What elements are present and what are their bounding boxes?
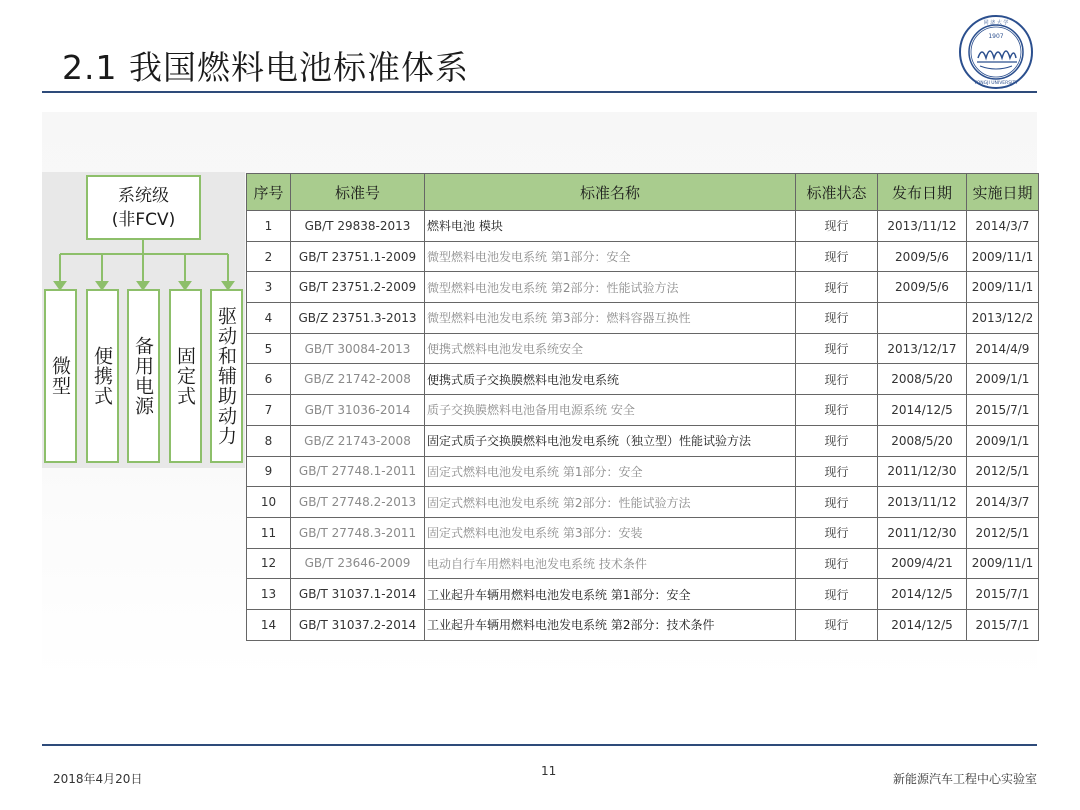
university-logo xyxy=(958,14,1034,90)
cell-no-text: 13 xyxy=(260,587,277,602)
footer-date: 2018年4月20日 xyxy=(53,772,143,786)
cell-effective-text: 2014/3/7 xyxy=(975,495,1030,510)
cell-status xyxy=(796,425,878,456)
cell-no xyxy=(247,609,291,640)
cell-no xyxy=(247,303,291,334)
cell-code-text: GB/T 23751.2-2009 xyxy=(298,280,417,295)
tree-root-label: 系统级 xyxy=(118,185,169,206)
cell-effective xyxy=(967,364,1039,395)
cell-status-text: 现行 xyxy=(824,311,849,326)
table-row xyxy=(247,272,1039,303)
cell-effective-text: 2014/4/9 xyxy=(975,341,1030,356)
cell-effective-text: 2012/5/1 xyxy=(975,464,1030,479)
cell-no-text: 3 xyxy=(264,280,273,295)
table-row xyxy=(247,364,1039,395)
logo-chinese-name: 同 济 大 学 xyxy=(983,20,1009,26)
cell-name-text: 便携式质子交换膜燃料电池发电系统 xyxy=(427,372,620,387)
cell-published xyxy=(878,487,967,518)
cell-no xyxy=(247,364,291,395)
column-header-status: 标准状态 xyxy=(796,174,878,211)
cell-no-text: 10 xyxy=(260,495,277,510)
cell-status-text: 现行 xyxy=(824,342,849,357)
cell-status xyxy=(796,395,878,426)
table-row xyxy=(247,333,1039,364)
table-row xyxy=(247,395,1039,426)
cell-effective-text: 2009/1/1 xyxy=(975,433,1030,448)
table-row xyxy=(247,487,1039,518)
cell-published xyxy=(878,548,967,579)
table-header-row xyxy=(247,174,1039,211)
cell-published xyxy=(878,333,967,364)
cell-name-text: 电动自行车用燃料电池发电系统 技术条件 xyxy=(427,556,647,571)
cell-name-text: 固定式燃料电池发电系统 第2部分：性能试验方法 xyxy=(427,495,691,510)
cell-effective xyxy=(967,609,1039,640)
cell-published-text: 2009/5/6 xyxy=(895,280,949,295)
cell-effective xyxy=(967,548,1039,579)
cell-code xyxy=(291,609,425,640)
cell-status-text: 现行 xyxy=(824,587,849,602)
table-row xyxy=(247,303,1039,334)
cell-published xyxy=(878,579,967,610)
cell-effective xyxy=(967,272,1039,303)
cell-effective-text: 2014/3/7 xyxy=(975,218,1030,233)
cell-code xyxy=(291,548,425,579)
cell-published xyxy=(878,609,967,640)
cell-status xyxy=(796,548,878,579)
cell-published xyxy=(878,425,967,456)
cell-no xyxy=(247,456,291,487)
cell-code-text: GB/T 27748.1-2011 xyxy=(298,464,417,479)
cell-no xyxy=(247,272,291,303)
cell-code xyxy=(291,333,425,364)
cell-code-text: GB/T 23751.1-2009 xyxy=(298,249,417,264)
tree-leaf-label: 便携式 xyxy=(91,346,113,406)
cell-effective xyxy=(967,456,1039,487)
cell-status-text: 现行 xyxy=(824,250,849,265)
cell-status xyxy=(796,487,878,518)
cell-name xyxy=(425,303,796,334)
cell-no xyxy=(247,333,291,364)
column-header-no: 序号 xyxy=(247,174,291,211)
cell-name-text: 微型燃料电池发电系统 第1部分：安全 xyxy=(427,250,631,265)
tree-leaf-label: 驱动和辅助动力 xyxy=(215,306,237,446)
cell-status-text: 现行 xyxy=(824,526,849,541)
cell-published xyxy=(878,517,967,548)
cell-status xyxy=(796,579,878,610)
logo-english-name: TONGJI UNIVERSITY xyxy=(974,81,1018,86)
cell-name xyxy=(425,579,796,610)
cell-effective xyxy=(967,211,1039,242)
cell-name xyxy=(425,241,796,272)
cell-name xyxy=(425,548,796,579)
cell-code-text: GB/T 29838-2013 xyxy=(304,218,411,233)
cell-name-text: 燃料电池 模块 xyxy=(427,219,503,234)
cell-no xyxy=(247,395,291,426)
cell-published xyxy=(878,241,967,272)
cell-name xyxy=(425,456,796,487)
footer-organization: 新能源汽车工程中心实验室 xyxy=(892,772,1037,786)
cell-effective-text: 2015/7/1 xyxy=(975,617,1030,632)
cell-no-text: 4 xyxy=(264,310,273,325)
cell-code xyxy=(291,517,425,548)
cell-effective-text: 2012/5/1 xyxy=(975,525,1030,540)
cell-status xyxy=(796,609,878,640)
cell-effective xyxy=(967,303,1039,334)
cell-effective-text: 2009/1/1 xyxy=(975,372,1030,387)
cell-status-text: 现行 xyxy=(824,280,849,295)
cell-effective xyxy=(967,333,1039,364)
cell-published-text: 2014/12/5 xyxy=(891,617,953,632)
cell-published xyxy=(878,211,967,242)
table-row xyxy=(247,579,1039,610)
standards-table xyxy=(246,173,1039,641)
cell-code xyxy=(291,395,425,426)
cell-status xyxy=(796,456,878,487)
cell-code-text: GB/T 31037.1-2014 xyxy=(298,587,417,602)
column-header-code: 标准号 xyxy=(291,174,425,211)
cell-no xyxy=(247,579,291,610)
cell-published xyxy=(878,272,967,303)
cell-no-text: 2 xyxy=(264,249,273,264)
cell-status-text: 现行 xyxy=(824,219,849,234)
tree-root-system-level xyxy=(86,175,201,240)
cell-no xyxy=(247,241,291,272)
cell-name xyxy=(425,517,796,548)
tree-leaf-portable xyxy=(86,289,119,463)
cell-no xyxy=(247,487,291,518)
cell-name xyxy=(425,487,796,518)
cell-no-text: 12 xyxy=(260,556,277,571)
cell-no-text: 11 xyxy=(260,525,277,540)
cell-code-text: GB/T 31036-2014 xyxy=(304,402,411,417)
cell-code xyxy=(291,364,425,395)
cell-status xyxy=(796,333,878,364)
cell-name xyxy=(425,609,796,640)
table-row xyxy=(247,425,1039,456)
cell-code xyxy=(291,487,425,518)
cell-code-text: GB/T 31037.2-2014 xyxy=(298,617,417,632)
cell-code-text: GB/T 27748.3-2011 xyxy=(298,525,417,540)
cell-name-text: 固定式燃料电池发电系统 第3部分：安装 xyxy=(427,526,643,541)
cell-effective xyxy=(967,395,1039,426)
cell-status xyxy=(796,303,878,334)
cell-name-text: 工业起升车辆用燃料电池发电系统 第1部分：安全 xyxy=(427,587,691,602)
cell-name-text: 微型燃料电池发电系统 第2部分：性能试验方法 xyxy=(427,280,679,295)
tree-leaf-label: 固定式 xyxy=(174,346,196,406)
cell-name-text: 便携式燃料电池发电系统安全 xyxy=(427,342,584,357)
cell-effective-text: 2013/12/2 xyxy=(971,310,1034,325)
column-header-published: 发布日期 xyxy=(878,174,967,211)
cell-effective xyxy=(967,517,1039,548)
cell-no-text: 6 xyxy=(264,372,273,387)
cell-status-text: 现行 xyxy=(824,464,849,479)
cell-code-text: GB/Z 21743-2008 xyxy=(304,433,411,448)
table-row xyxy=(247,548,1039,579)
cell-status xyxy=(796,211,878,242)
cell-published xyxy=(878,303,967,334)
cell-name xyxy=(425,211,796,242)
tree-leaf-propulsion-auxiliary xyxy=(210,289,243,463)
cell-no-text: 5 xyxy=(264,341,273,356)
cell-status-text: 现行 xyxy=(824,403,849,418)
cell-status-text: 现行 xyxy=(824,495,849,510)
cell-published-text: 2011/12/30 xyxy=(887,464,957,479)
tree-leaf-micro xyxy=(44,289,77,463)
cell-status xyxy=(796,517,878,548)
cell-code xyxy=(291,456,425,487)
tree-connector-lines xyxy=(42,238,247,293)
cell-status-text: 现行 xyxy=(824,618,849,633)
cell-code xyxy=(291,303,425,334)
cell-no xyxy=(247,548,291,579)
cell-effective xyxy=(967,425,1039,456)
tree-leaf-stationary xyxy=(169,289,202,463)
cell-name-text: 微型燃料电池发电系统 第3部分：燃料容器互换性 xyxy=(427,311,691,326)
logo-year: 1907 xyxy=(988,33,1004,40)
cell-code-text: GB/T 23646-2009 xyxy=(304,556,411,571)
column-header-name: 标准名称 xyxy=(425,174,796,211)
cell-effective xyxy=(967,579,1039,610)
cell-status-text: 现行 xyxy=(824,556,849,571)
cell-published-text: 2009/4/21 xyxy=(891,556,953,571)
cell-status-text: 现行 xyxy=(824,372,849,387)
cell-published-text: 2009/5/6 xyxy=(895,249,949,264)
tree-leaf-backup-power xyxy=(127,289,160,463)
cell-name-text: 固定式质子交换膜燃料电池发电系统（独立型）性能试验方法 xyxy=(427,434,752,449)
cell-effective xyxy=(967,487,1039,518)
cell-published-text: 2013/11/12 xyxy=(887,218,957,233)
cell-status xyxy=(796,272,878,303)
tree-leaf-label: 微型 xyxy=(49,356,71,396)
table-row xyxy=(247,609,1039,640)
cell-code-text: GB/Z 21742-2008 xyxy=(304,372,411,387)
cell-code xyxy=(291,211,425,242)
cell-published xyxy=(878,456,967,487)
cell-effective-text: 2009/11/1 xyxy=(971,249,1034,264)
cell-name xyxy=(425,425,796,456)
cell-status xyxy=(796,241,878,272)
column-header-effective: 实施日期 xyxy=(967,174,1039,211)
cell-effective-text: 2015/7/1 xyxy=(975,587,1030,602)
cell-name-text: 工业起升车辆用燃料电池发电系统 第2部分：技术条件 xyxy=(427,618,715,633)
cell-published xyxy=(878,395,967,426)
cell-code-text: GB/Z 23751.3-2013 xyxy=(298,310,417,325)
cell-code xyxy=(291,241,425,272)
table-row xyxy=(247,517,1039,548)
cell-no xyxy=(247,517,291,548)
tree-leaf-label: 备用电源 xyxy=(132,336,154,416)
cell-name xyxy=(425,333,796,364)
cell-no-text: 9 xyxy=(264,464,273,479)
table-row xyxy=(247,211,1039,242)
cell-published xyxy=(878,364,967,395)
cell-no-text: 14 xyxy=(260,617,277,632)
table-row xyxy=(247,241,1039,272)
cell-effective-text: 2009/11/1 xyxy=(971,556,1034,571)
cell-no xyxy=(247,211,291,242)
cell-effective xyxy=(967,241,1039,272)
cell-published-text: 2014/12/5 xyxy=(891,402,953,417)
cell-code xyxy=(291,425,425,456)
table-row xyxy=(247,456,1039,487)
cell-effective-text: 2009/11/1 xyxy=(971,280,1034,295)
cell-code xyxy=(291,272,425,303)
tree-root-sublabel: (非FCV) xyxy=(111,209,176,230)
cell-published-text: 2013/11/12 xyxy=(887,495,957,510)
cell-name-text: 质子交换膜燃料电池备用电源系统 安全 xyxy=(427,403,635,418)
page-number: 11 xyxy=(541,764,557,778)
cell-published-text: 2011/12/30 xyxy=(887,525,957,540)
header-rule xyxy=(42,91,1037,93)
cell-published-text: 2008/5/20 xyxy=(891,372,953,387)
cell-published-text: 2008/5/20 xyxy=(891,433,953,448)
cell-name xyxy=(425,272,796,303)
slide-title: 2.1 我国燃料电池标准体系 xyxy=(62,48,469,87)
cell-effective-text: 2015/7/1 xyxy=(975,402,1030,417)
cell-name xyxy=(425,395,796,426)
cell-code xyxy=(291,579,425,610)
cell-no xyxy=(247,425,291,456)
cell-status-text: 现行 xyxy=(824,434,849,449)
cell-code-text: GB/T 30084-2013 xyxy=(304,341,411,356)
cell-no-text: 1 xyxy=(264,218,273,233)
cell-no-text: 8 xyxy=(264,433,273,448)
cell-published-text: 2013/12/17 xyxy=(887,341,957,356)
cell-published-text: 2014/12/5 xyxy=(891,587,953,602)
cell-no-text: 7 xyxy=(264,402,273,417)
cell-code-text: GB/T 27748.2-2013 xyxy=(298,495,417,510)
cell-name-text: 固定式燃料电池发电系统 第1部分：安全 xyxy=(427,464,643,479)
footer-rule xyxy=(42,744,1037,746)
cell-name xyxy=(425,364,796,395)
cell-status xyxy=(796,364,878,395)
